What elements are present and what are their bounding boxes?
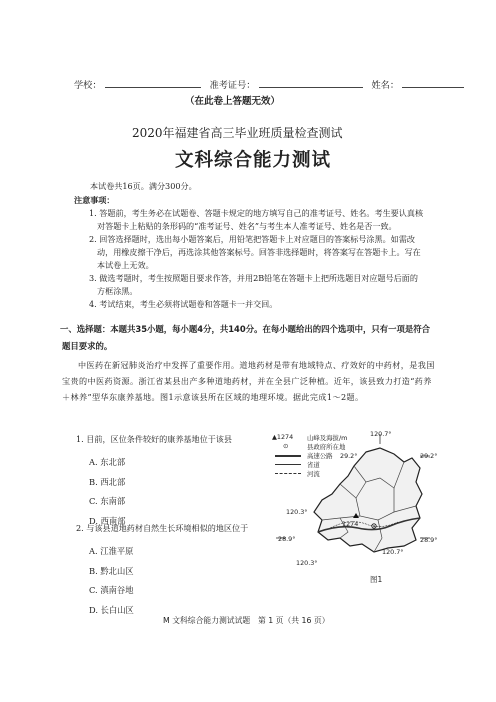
header-fields bbox=[74, 77, 467, 91]
option-b[interactable]: B. 西北部 bbox=[89, 476, 126, 487]
county-boundary bbox=[314, 448, 422, 552]
notes-list bbox=[82, 207, 426, 311]
question-1-options bbox=[89, 453, 126, 531]
peak-on-map-label: 1274 bbox=[342, 520, 359, 528]
figure-caption: 图1 bbox=[370, 575, 383, 584]
school-label: 学校： bbox=[74, 80, 102, 91]
invalid-notice: （在此卷上答题无效） bbox=[185, 96, 281, 107]
section-heading: 一、选择题：本题共35小题，每小题4分，共140分。在每小题给出的四个选项中，只有一项是符合题目要求的。 bbox=[60, 324, 430, 351]
lon-bottom-right-label: 120.7° bbox=[382, 548, 404, 556]
legend-road-icon bbox=[275, 464, 301, 465]
note-item: 3. 做选考题时，考生按照题目要求作答，并用2B铅笔在答题卡上把所选题目对应题号后面的方框涂黑。 bbox=[89, 273, 418, 296]
legend-river-label: 河流 bbox=[307, 470, 320, 478]
question-2-stem: 2. 与该县道地药材自然生长环境相似的地区位于 bbox=[76, 523, 249, 533]
option-a[interactable]: A. 东北部 bbox=[89, 457, 126, 467]
option-a[interactable]: A. 江淮平原 bbox=[89, 546, 134, 556]
lat-right-label: 29.2° bbox=[420, 452, 438, 460]
note-item: 2. 回答选择题时，选出每小题答案后，用铅笔把答题卡上对应题目的答案标号涂黑。如需改动，用橡皮擦干净后，再选涂其他答案标号。回答非选择题时，将答案写在答题卡上。写在本试卷上无效。 bbox=[89, 234, 421, 270]
lat-left-top-label: 29.2° bbox=[340, 452, 358, 460]
note-item: 4. 考试结束，考生必须将试题卷和答题卡一并交回。 bbox=[89, 299, 278, 309]
lat-right-bottom-label: 28.9° bbox=[420, 536, 438, 544]
page-footer: M 文科综合能力测试试题 第 1 页（共 16 页） bbox=[163, 616, 330, 625]
legend-river-icon bbox=[275, 473, 301, 474]
option-c[interactable]: C. 滇南谷地 bbox=[89, 585, 134, 595]
question-2-options bbox=[89, 542, 134, 620]
name-field[interactable] bbox=[402, 77, 464, 88]
legend-peak-value: ▲1274 bbox=[272, 433, 294, 441]
passage-text: 中医药在新冠肺炎治疗中发挥了重要作用。道地药材是带有地域特点、疗效好的中药材，是我国宝贵的中医药资源。浙江省某县出产多种道地药材，并在全县广泛种植。近年，该县致力打造“药养＋林养”型华东康养基地。图1示意该县所在区域的地理环境。据此完成1～2题。 bbox=[62, 360, 435, 402]
legend-seat-label: 县政府所在地 bbox=[307, 443, 346, 451]
option-b[interactable]: B. 黔北山区 bbox=[89, 565, 134, 576]
lon-top-label: 120.7° bbox=[370, 430, 392, 438]
question-1-stem: 1. 目前，区位条件较好的康养基地位于该县 bbox=[76, 434, 232, 444]
lon-bottom-left-label: 120.3° bbox=[296, 559, 318, 567]
notes-heading: 注意事项： bbox=[74, 195, 115, 205]
subject-title: 文科综合能力测试 bbox=[175, 150, 332, 171]
legend-highway-icon bbox=[275, 455, 301, 457]
lon-mid-left-label: 120.3° bbox=[286, 508, 308, 516]
legend-road-label: 省道 bbox=[307, 461, 320, 469]
option-d[interactable]: D. 长白山区 bbox=[89, 604, 134, 615]
legend-peak-label: 山峰及海拔/m bbox=[307, 434, 348, 442]
legend-seat-icon: ⊙ bbox=[283, 442, 289, 450]
option-d[interactable]: D. 西南部 bbox=[89, 515, 126, 526]
name-label: 姓名： bbox=[371, 80, 400, 91]
ticket-field[interactable] bbox=[259, 77, 363, 88]
note-item: 1. 答题前，考生务必在试题卷、答题卡规定的地方填写自己的准考证号、姓名。考生要认真核对答题卡上粘贴的条形码的“准考证号、姓名”与考生本人准考证号、姓名是否一致。 bbox=[89, 208, 424, 231]
school-field[interactable] bbox=[105, 77, 201, 88]
legend-highway-label: 高速公路 bbox=[307, 452, 333, 460]
ticket-label: 准考证号： bbox=[209, 80, 256, 91]
exam-title: 2020年福建省高三毕业班质量检查测试 bbox=[132, 126, 343, 140]
intro-text: 本试卷共16页。满分300分。 bbox=[90, 181, 197, 191]
lat-left-bottom-label: 28.9° bbox=[278, 535, 296, 543]
option-c[interactable]: C. 东南部 bbox=[89, 496, 126, 506]
